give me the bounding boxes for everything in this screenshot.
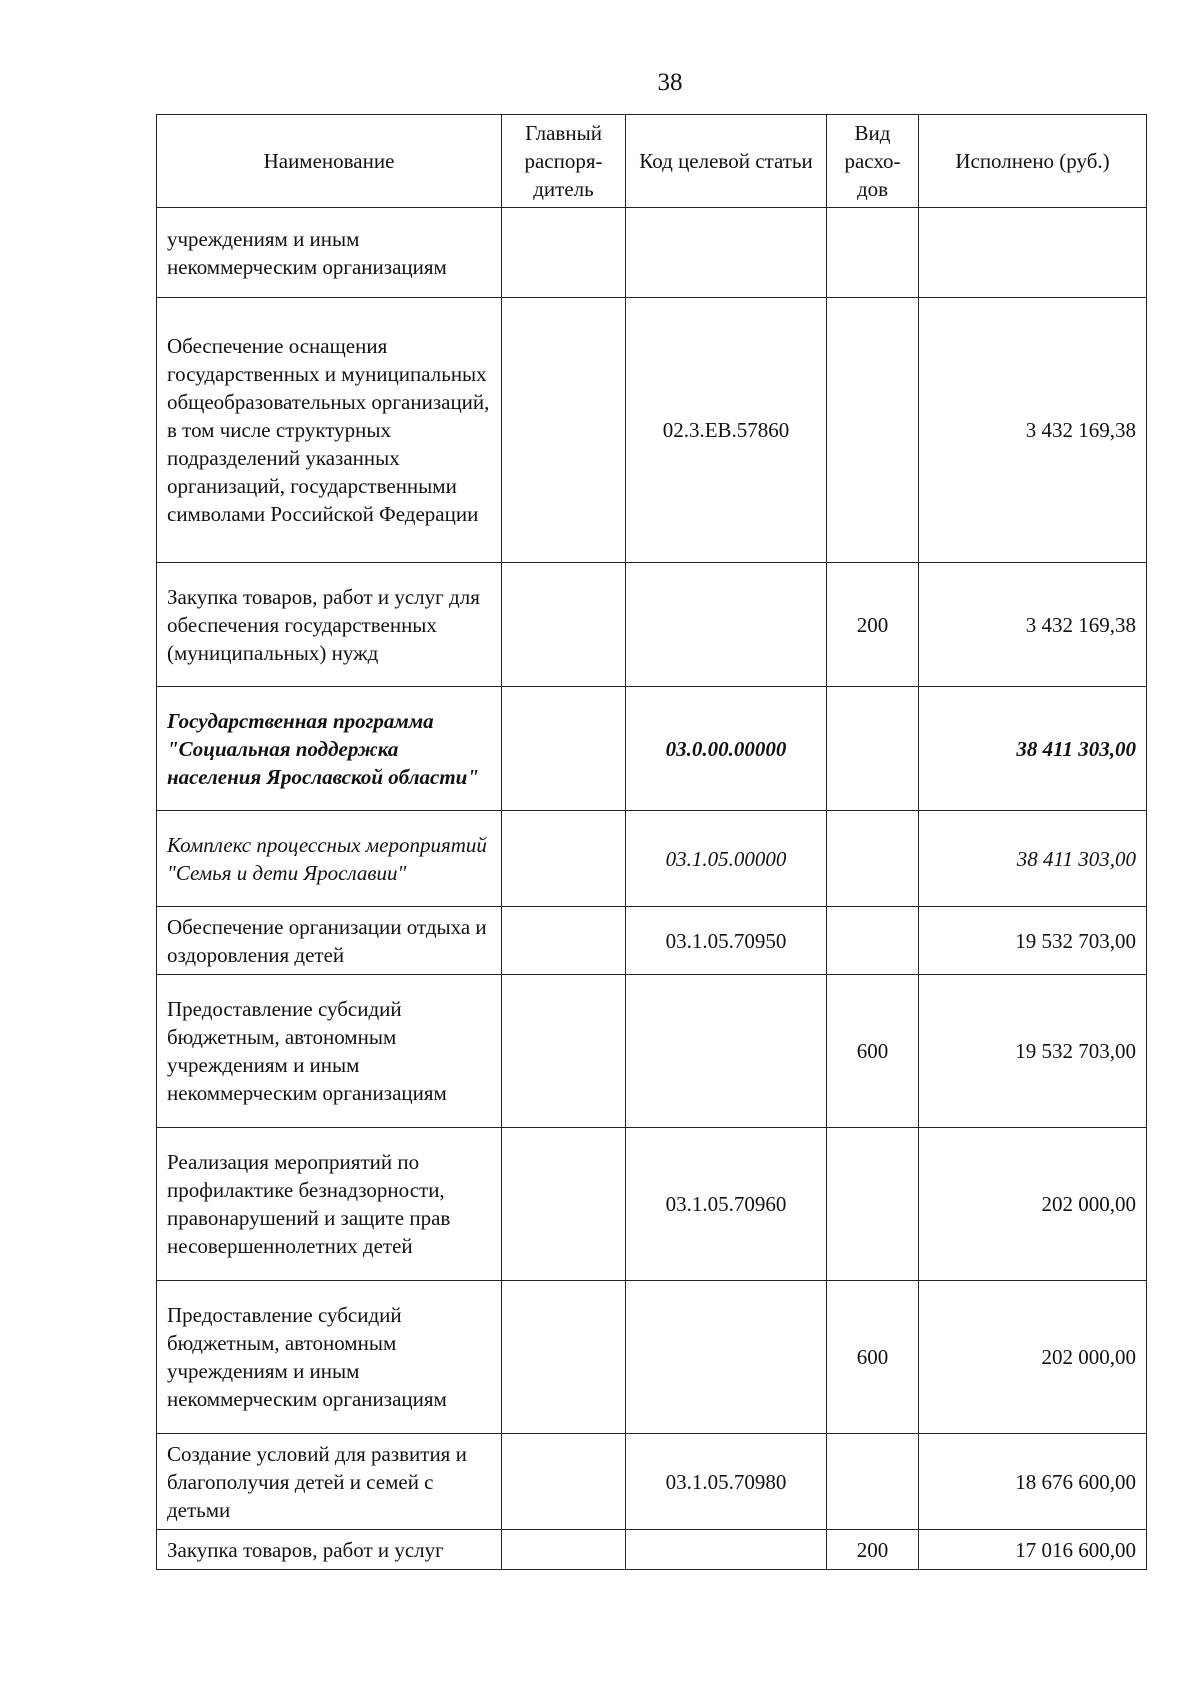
cell-admin — [502, 563, 626, 687]
cell-amount: 18 676 600,00 — [919, 1434, 1147, 1530]
cell-name: Обеспечение организации отдыха и оздоровления детей — [157, 907, 502, 975]
cell-kind — [827, 687, 919, 811]
cell-kind: 600 — [827, 1281, 919, 1434]
header-amount: Исполнено (руб.) — [919, 115, 1147, 208]
page-number: 38 — [657, 69, 683, 96]
cell-admin — [502, 907, 626, 975]
cell-code — [626, 563, 827, 687]
table-header — [157, 115, 1147, 208]
cell-name: Комплекс процессных мероприятий "Семья и дети Ярославии" — [157, 811, 502, 907]
header-code: Код целевой статьи — [626, 115, 827, 208]
cell-admin — [502, 1434, 626, 1530]
table-row — [157, 907, 1147, 975]
cell-kind — [827, 907, 919, 975]
table-row — [157, 1434, 1147, 1530]
cell-amount: 3 432 169,38 — [919, 563, 1147, 687]
cell-admin — [502, 811, 626, 907]
table-row — [157, 1128, 1147, 1281]
cell-amount: 202 000,00 — [919, 1281, 1147, 1434]
table-body — [157, 208, 1147, 1570]
cell-kind — [827, 298, 919, 563]
cell-code — [626, 975, 827, 1128]
cell-code: 02.3.ЕВ.57860 — [626, 298, 827, 563]
cell-amount — [919, 208, 1147, 298]
table-row — [157, 1530, 1147, 1570]
cell-kind — [827, 1128, 919, 1281]
cell-admin — [502, 1530, 626, 1570]
cell-admin — [502, 1128, 626, 1281]
cell-admin — [502, 298, 626, 563]
table-row — [157, 208, 1147, 298]
cell-name: Реализация мероприятий по профилактике безнадзорности, правонарушений и защите прав несовершеннолетних детей — [157, 1128, 502, 1281]
cell-kind — [827, 1434, 919, 1530]
table-row — [157, 687, 1147, 811]
cell-amount: 202 000,00 — [919, 1128, 1147, 1281]
header-admin: Главный распоря-дитель — [502, 115, 626, 208]
cell-kind: 600 — [827, 975, 919, 1128]
budget-execution-table — [156, 114, 1147, 1570]
cell-admin — [502, 687, 626, 811]
cell-code: 03.1.05.70980 — [626, 1434, 827, 1530]
cell-kind: 200 — [827, 1530, 919, 1570]
cell-admin — [502, 975, 626, 1128]
table-row — [157, 298, 1147, 563]
cell-amount: 3 432 169,38 — [919, 298, 1147, 563]
table-row — [157, 975, 1147, 1128]
cell-amount: 38 411 303,00 — [919, 687, 1147, 811]
header-kind: Вид расхо-дов — [827, 115, 919, 208]
cell-amount: 17 016 600,00 — [919, 1530, 1147, 1570]
cell-name: Обеспечение оснащения государственных и муниципальных общеобразовательных организаций, в том числе структурных подразделений указанных организаций, государственными символами Российской Федерации — [157, 298, 502, 563]
cell-name: Предоставление субсидий бюджетным, автономным учреждениям и иным некоммерческим организациям — [157, 975, 502, 1128]
header-row — [157, 115, 1147, 208]
cell-name: Создание условий для развития и благополучия детей и семей с детьми — [157, 1434, 502, 1530]
cell-amount: 19 532 703,00 — [919, 975, 1147, 1128]
cell-kind — [827, 811, 919, 907]
cell-name: Государственная программа "Социальная поддержка населения Ярославской области" — [157, 687, 502, 811]
cell-name: Закупка товаров, работ и услуг для обеспечения государственных (муниципальных) нужд — [157, 563, 502, 687]
cell-code — [626, 1281, 827, 1434]
cell-kind — [827, 208, 919, 298]
header-name: Наименование — [157, 115, 502, 208]
table-row — [157, 1281, 1147, 1434]
cell-code: 03.1.05.00000 — [626, 811, 827, 907]
cell-admin — [502, 1281, 626, 1434]
cell-name: учреждениям и иным некоммерческим организациям — [157, 208, 502, 298]
cell-admin — [502, 208, 626, 298]
table-row — [157, 563, 1147, 687]
cell-amount: 38 411 303,00 — [919, 811, 1147, 907]
cell-name: Закупка товаров, работ и услуг — [157, 1530, 502, 1570]
cell-amount: 19 532 703,00 — [919, 907, 1147, 975]
table-row — [157, 811, 1147, 907]
cell-code — [626, 208, 827, 298]
cell-code: 03.1.05.70960 — [626, 1128, 827, 1281]
cell-name: Предоставление субсидий бюджетным, автономным учреждениям и иным некоммерческим организациям — [157, 1281, 502, 1434]
cell-kind: 200 — [827, 563, 919, 687]
cell-code — [626, 1530, 827, 1570]
cell-code: 03.0.00.00000 — [626, 687, 827, 811]
cell-code: 03.1.05.70950 — [626, 907, 827, 975]
